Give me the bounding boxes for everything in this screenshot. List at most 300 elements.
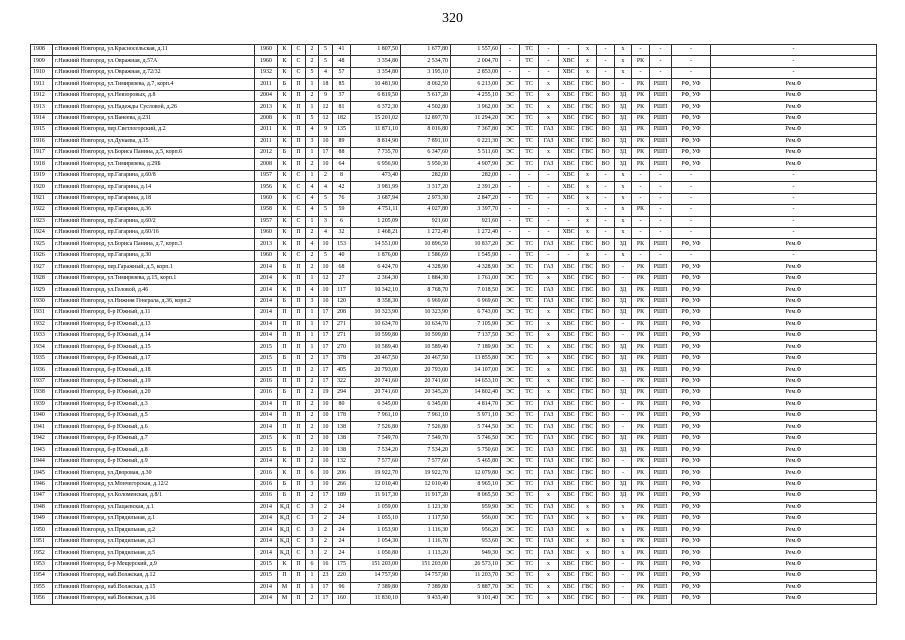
cell-garbage-chute: х xyxy=(615,170,632,181)
cell-ventilation: РШП xyxy=(650,353,672,364)
cell-floors: 10 xyxy=(319,159,333,170)
cell-build-year: 2014 xyxy=(255,330,278,341)
cell-ventilation: РШП xyxy=(650,411,672,422)
cell-apartments: 8 xyxy=(333,170,351,181)
cell-roof-facade: РФ, УФ xyxy=(672,468,711,479)
cell-wall-type: К,Д xyxy=(278,536,292,547)
cell-roof-facade: РФ, УФ xyxy=(672,445,711,456)
cell-address: г.Нижний Новгород, б-р Южный, д.19 xyxy=(53,376,255,387)
cell-total-area: 3 687,94 xyxy=(351,193,401,204)
cell-repair-fund: Рем.Ф xyxy=(711,296,877,307)
cell-floors: 2 xyxy=(319,525,333,536)
cell-wall-type: К,Д xyxy=(278,525,292,536)
cell-heating: - xyxy=(520,228,539,239)
cell-heating: ТС xyxy=(520,559,539,570)
cell-roof-facade: РФ, УФ xyxy=(672,388,711,399)
cell-heating: ТС xyxy=(520,388,539,399)
cell-wall-type: К,Д xyxy=(278,502,292,513)
cell-residential-area: 8 768,70 xyxy=(401,285,451,296)
cell-power-supply: ЭС xyxy=(501,102,520,113)
cell-repair-fund: Рем.Ф xyxy=(711,147,877,158)
cell-heating: ТС xyxy=(520,308,539,319)
cell-heating: ТС xyxy=(520,262,539,273)
cell-row-number: 1943 xyxy=(31,445,53,456)
cell-total-area: 7 577,60 xyxy=(351,456,401,467)
cell-ventilation: РШП xyxy=(650,468,672,479)
cell-row-number: 1926 xyxy=(31,250,53,261)
cell-category: П xyxy=(292,422,306,433)
cell-gas: х xyxy=(539,330,559,341)
cell-gas: х xyxy=(539,273,559,284)
cell-garbage-chute: х xyxy=(615,228,632,239)
cell-build-year: 2014 xyxy=(255,285,278,296)
table-row xyxy=(31,388,877,399)
cell-utility-metering: РК xyxy=(632,273,650,284)
cell-address: г.Нижний Новгород, ул.Пацаевская, д.1 xyxy=(53,502,255,513)
cell-power-supply: - xyxy=(501,67,520,78)
cell-build-year: 2015 xyxy=(255,559,278,570)
cell-garbage-chute: ЗД xyxy=(615,308,632,319)
cell-area-living: 5 744,50 xyxy=(451,422,501,433)
cell-gas: х xyxy=(539,388,559,399)
cell-entrances: 3 xyxy=(306,525,319,536)
cell-hot-water: ГВС xyxy=(579,468,597,479)
cell-heating: ТС xyxy=(520,147,539,158)
cell-garbage-chute: - xyxy=(615,559,632,570)
cell-roof-facade: - xyxy=(672,250,711,261)
cell-apartments: 138 xyxy=(333,445,351,456)
cell-floors: 5 xyxy=(319,193,333,204)
table-row xyxy=(31,399,877,410)
cell-area-living: 4 814,70 xyxy=(451,399,501,410)
cell-wall-type: К xyxy=(278,102,292,113)
cell-total-area: 10 589,40 xyxy=(351,342,401,353)
cell-utility-metering: РК xyxy=(632,296,650,307)
cell-apartments: 68 xyxy=(333,262,351,273)
cell-repair-fund: Рем.Ф xyxy=(711,159,877,170)
cell-category: П xyxy=(292,308,306,319)
cell-entrances: 2 xyxy=(306,262,319,273)
cell-wall-type: К xyxy=(278,159,292,170)
cell-apartments: 6 xyxy=(333,216,351,227)
cell-roof-facade: РФ, УФ xyxy=(672,273,711,284)
cell-hot-water: ГВС xyxy=(579,479,597,490)
cell-address: г.Нижний Новгород, б-р Южный, д.5 xyxy=(53,411,255,422)
cell-utility-metering: РК xyxy=(632,239,650,250)
cell-residential-area: 10 589,40 xyxy=(401,342,451,353)
cell-entrances: 6 xyxy=(306,468,319,479)
cell-cold-water: ХВС xyxy=(559,308,579,319)
cell-gas: - xyxy=(539,250,559,261)
cell-address: г.Нижний Новгород, ул.Дворовая, д.30 xyxy=(53,468,255,479)
cell-floors: 12 xyxy=(319,113,333,124)
cell-build-year: 2014 xyxy=(255,319,278,330)
cell-build-year: 2015 xyxy=(255,353,278,364)
cell-floors: 9 xyxy=(319,125,333,136)
cell-row-number: 1917 xyxy=(31,147,53,158)
cell-entrances: 2 xyxy=(306,376,319,387)
cell-entrances: 2 xyxy=(306,365,319,376)
cell-hot-water: ГВС xyxy=(579,330,597,341)
cell-heating: ТС xyxy=(520,296,539,307)
cell-apartments: 48 xyxy=(333,56,351,67)
cell-area-living: 5 971,10 xyxy=(451,411,501,422)
cell-utility-metering: РК xyxy=(632,422,650,433)
cell-apartments: 32 xyxy=(333,228,351,239)
cell-area-living: 7 367,80 xyxy=(451,125,501,136)
cell-sewage: ВО xyxy=(597,308,615,319)
cell-entrances: 2 xyxy=(306,411,319,422)
cell-area-living: 5 750,60 xyxy=(451,445,501,456)
cell-apartments: 81 xyxy=(333,102,351,113)
cell-roof-facade: - xyxy=(672,56,711,67)
cell-row-number: 1945 xyxy=(31,468,53,479)
cell-ventilation: РШП xyxy=(650,559,672,570)
cell-power-supply: ЭС xyxy=(501,411,520,422)
cell-apartments: 270 xyxy=(333,342,351,353)
cell-roof-facade: РФ, УФ xyxy=(672,319,711,330)
cell-hot-water: ГВС xyxy=(579,159,597,170)
cell-garbage-chute: ЗД xyxy=(615,136,632,147)
cell-power-supply: ЭС xyxy=(501,491,520,502)
cell-row-number: 1949 xyxy=(31,513,53,524)
cell-repair-fund: Рем.Ф xyxy=(711,468,877,479)
cell-wall-type: К xyxy=(278,559,292,570)
cell-wall-type: К,Д xyxy=(278,513,292,524)
cell-apartments: 160 xyxy=(333,594,351,605)
cell-ventilation: РШП xyxy=(650,125,672,136)
table-row xyxy=(31,67,877,78)
cell-ventilation: РШП xyxy=(650,548,672,559)
cell-total-area: 7 526,80 xyxy=(351,422,401,433)
cell-roof-facade: РФ, УФ xyxy=(672,376,711,387)
cell-floors: 17 xyxy=(319,353,333,364)
cell-cold-water: ХВС xyxy=(559,376,579,387)
cell-apartments: 135 xyxy=(333,125,351,136)
cell-area-living: 959,90 xyxy=(451,502,501,513)
cell-entrances: 1 xyxy=(306,273,319,284)
cell-category: П xyxy=(292,479,306,490)
cell-roof-facade: РФ, УФ xyxy=(672,433,711,444)
cell-gas: ГАЗ xyxy=(539,525,559,536)
cell-category: С xyxy=(292,170,306,181)
cell-ventilation: - xyxy=(650,228,672,239)
cell-apartments: 24 xyxy=(333,536,351,547)
cell-total-area: 1 876,00 xyxy=(351,250,401,261)
cell-row-number: 1955 xyxy=(31,582,53,593)
cell-area-living: 2 004,70 xyxy=(451,56,501,67)
cell-address: г.Нижний Новгород, ул.Ванеева, д.231 xyxy=(53,113,255,124)
cell-address: г.Нижний Новгород, б-р Южный, д.18 xyxy=(53,365,255,376)
table-row xyxy=(31,411,877,422)
cell-floors: 5 xyxy=(319,250,333,261)
cell-garbage-chute: - xyxy=(615,319,632,330)
cell-power-supply: ЭС xyxy=(501,468,520,479)
cell-residential-area: 151 203,00 xyxy=(401,559,451,570)
cell-garbage-chute: ЗД xyxy=(615,491,632,502)
cell-entrances: 4 xyxy=(306,193,319,204)
cell-row-number: 1934 xyxy=(31,342,53,353)
cell-cold-water: ХВС xyxy=(559,502,579,513)
table-row xyxy=(31,285,877,296)
cell-wall-type: М xyxy=(278,582,292,593)
cell-utility-metering: - xyxy=(632,170,650,181)
cell-heating: ТС xyxy=(520,571,539,582)
cell-address: г.Нижний Новгород, ул.Геловой, д.46 xyxy=(53,285,255,296)
cell-heating: ТС xyxy=(520,445,539,456)
cell-total-area: 14 551,00 xyxy=(351,239,401,250)
cell-entrances: 2 xyxy=(306,250,319,261)
cell-apartments: 57 xyxy=(333,67,351,78)
cell-area-living: 14 802,40 xyxy=(451,388,501,399)
cell-repair-fund: Рем.Ф xyxy=(711,594,877,605)
cell-power-supply: ЭС xyxy=(501,548,520,559)
cell-address: г.Нижний Новгород, наб.Волжская, д.15 xyxy=(53,582,255,593)
cell-repair-fund: - xyxy=(711,193,877,204)
cell-total-area: 10 599,80 xyxy=(351,330,401,341)
cell-hot-water: ГВС xyxy=(579,388,597,399)
cell-category: П xyxy=(292,147,306,158)
cell-build-year: 1960 xyxy=(255,228,278,239)
cell-gas: х xyxy=(539,582,559,593)
cell-sewage: ВО xyxy=(597,559,615,570)
cell-utility-metering: РК xyxy=(632,319,650,330)
cell-gas: - xyxy=(539,67,559,78)
cell-gas: х xyxy=(539,353,559,364)
cell-residential-area: 10 634,70 xyxy=(401,319,451,330)
cell-garbage-chute: х xyxy=(615,536,632,547)
cell-total-area: 6 956,90 xyxy=(351,159,401,170)
cell-utility-metering: РК xyxy=(632,353,650,364)
cell-entrances: 4 xyxy=(306,239,319,250)
cell-build-year: 2015 xyxy=(255,342,278,353)
cell-category: П xyxy=(292,330,306,341)
cell-repair-fund: Рем.Ф xyxy=(711,491,877,502)
cell-power-supply: - xyxy=(501,228,520,239)
cell-roof-facade: РФ, УФ xyxy=(672,342,711,353)
cell-power-supply: ЭС xyxy=(501,445,520,456)
cell-garbage-chute: х xyxy=(615,45,632,56)
cell-hot-water: ГВС xyxy=(579,422,597,433)
cell-area-living: 9 101,40 xyxy=(451,594,501,605)
cell-cold-water: ХВС xyxy=(559,262,579,273)
cell-area-living: 11 203,70 xyxy=(451,571,501,582)
cell-category: С xyxy=(292,182,306,193)
cell-apartments: 40 xyxy=(333,250,351,261)
cell-build-year: 2014 xyxy=(255,582,278,593)
cell-garbage-chute: - xyxy=(615,79,632,90)
cell-hot-water: ГВС xyxy=(579,262,597,273)
cell-floors: 17 xyxy=(319,491,333,502)
cell-apartments: 117 xyxy=(333,285,351,296)
cell-sewage: ВО xyxy=(597,125,615,136)
cell-garbage-chute: - xyxy=(615,468,632,479)
cell-gas: ГАЗ xyxy=(539,411,559,422)
cell-heating: - xyxy=(520,67,539,78)
cell-entrances: 1 xyxy=(306,308,319,319)
cell-build-year: 2004 xyxy=(255,90,278,101)
table-row xyxy=(31,479,877,490)
cell-total-area: 19 922,70 xyxy=(351,468,401,479)
cell-build-year: 2011 xyxy=(255,125,278,136)
cell-heating: ТС xyxy=(520,513,539,524)
cell-address: г.Нижний Новгород, пер.Светлогорский, д.2 xyxy=(53,125,255,136)
cell-apartments: 266 xyxy=(333,479,351,490)
cell-heating: ТС xyxy=(520,319,539,330)
cell-sewage: ВО xyxy=(597,433,615,444)
cell-gas: ГАЗ xyxy=(539,468,559,479)
cell-gas: х xyxy=(539,113,559,124)
cell-floors: 18 xyxy=(319,79,333,90)
cell-utility-metering: РК xyxy=(632,513,650,524)
cell-hot-water: ГВС xyxy=(579,445,597,456)
cell-sewage: ВО xyxy=(597,376,615,387)
cell-wall-type: Б xyxy=(278,479,292,490)
cell-entrances: 2 xyxy=(306,445,319,456)
cell-sewage: ВО xyxy=(597,525,615,536)
cell-hot-water: х xyxy=(579,67,597,78)
cell-hot-water: ГВС xyxy=(579,376,597,387)
cell-cold-water: ХВС xyxy=(559,79,579,90)
cell-cold-water: ХВС xyxy=(559,170,579,181)
cell-heating: ТС xyxy=(520,353,539,364)
cell-apartments: 178 xyxy=(333,411,351,422)
table-row xyxy=(31,456,877,467)
cell-address: г.Нижний Новгород, ул.Нижняя Генерала, д.36, корп.2 xyxy=(53,296,255,307)
cell-sewage: ВО xyxy=(597,502,615,513)
cell-utility-metering: РК xyxy=(632,79,650,90)
cell-roof-facade: РФ, УФ xyxy=(672,491,711,502)
cell-roof-facade: РФ, УФ xyxy=(672,353,711,364)
cell-row-number: 1920 xyxy=(31,182,53,193)
cell-sewage: ВО xyxy=(597,296,615,307)
table-row xyxy=(31,422,877,433)
table-row xyxy=(31,102,877,113)
cell-roof-facade: РФ, УФ xyxy=(672,239,711,250)
cell-address: г.Нижний Новгород, пр.Гагарина, д.14 xyxy=(53,182,255,193)
cell-build-year: 1960 xyxy=(255,193,278,204)
cell-address: г.Нижний Новгород, ул.Прядильная, д.3 xyxy=(53,536,255,547)
cell-repair-fund: - xyxy=(711,182,877,193)
cell-total-area: 6 819,50 xyxy=(351,90,401,101)
cell-garbage-chute: ЗД xyxy=(615,479,632,490)
cell-cold-water: ХВС xyxy=(559,330,579,341)
cell-ventilation: РШП xyxy=(650,399,672,410)
cell-entrances: 2 xyxy=(306,159,319,170)
cell-heating: ТС xyxy=(520,193,539,204)
cell-residential-area: 921,60 xyxy=(401,216,451,227)
cell-category: П xyxy=(292,365,306,376)
table-row xyxy=(31,216,877,227)
cell-hot-water: х xyxy=(579,536,597,547)
cell-power-supply: ЭС xyxy=(501,376,520,387)
cell-garbage-chute: - xyxy=(615,376,632,387)
cell-repair-fund: Рем.Ф xyxy=(711,262,877,273)
cell-floors: 3 xyxy=(319,216,333,227)
cell-total-area: 4 751,11 xyxy=(351,205,401,216)
cell-total-area: 7 534,20 xyxy=(351,445,401,456)
cell-area-living: 4 255,10 xyxy=(451,90,501,101)
cell-roof-facade: РФ, УФ xyxy=(672,113,711,124)
cell-apartments: 138 xyxy=(333,433,351,444)
cell-row-number: 1913 xyxy=(31,102,53,113)
cell-row-number: 1952 xyxy=(31,548,53,559)
cell-roof-facade: РФ, УФ xyxy=(672,399,711,410)
cell-wall-type: П xyxy=(278,399,292,410)
cell-sewage: ВО xyxy=(597,147,615,158)
cell-hot-water: х xyxy=(579,182,597,193)
cell-heating: ТС xyxy=(520,216,539,227)
cell-repair-fund: Рем.Ф xyxy=(711,330,877,341)
cell-garbage-chute: ЗД xyxy=(615,125,632,136)
cell-row-number: 1922 xyxy=(31,205,53,216)
cell-residential-area: 14 757,90 xyxy=(401,571,451,582)
cell-apartments: 64 xyxy=(333,159,351,170)
cell-cold-water: ХВС xyxy=(559,239,579,250)
cell-heating: ТС xyxy=(520,342,539,353)
cell-entrances: 5 xyxy=(306,113,319,124)
cell-utility-metering: - xyxy=(632,45,650,56)
cell-roof-facade: РФ, УФ xyxy=(672,102,711,113)
cell-wall-type: К xyxy=(278,136,292,147)
cell-total-area: 12 010,40 xyxy=(351,479,401,490)
cell-wall-type: Б xyxy=(278,79,292,90)
cell-wall-type: К xyxy=(278,468,292,479)
cell-apartments: 138 xyxy=(333,422,351,433)
cell-repair-fund: Рем.Ф xyxy=(711,376,877,387)
table-row xyxy=(31,159,877,170)
cell-repair-fund: - xyxy=(711,205,877,216)
cell-entrances: 1 xyxy=(306,342,319,353)
cell-sewage: ВО xyxy=(597,330,615,341)
cell-utility-metering: РК xyxy=(632,433,650,444)
cell-floors: 17 xyxy=(319,365,333,376)
cell-gas: - xyxy=(539,45,559,56)
cell-residential-area: 10 323,90 xyxy=(401,308,451,319)
cell-hot-water: ГВС xyxy=(579,559,597,570)
cell-area-living: 2 847,20 xyxy=(451,193,501,204)
cell-apartments: 182 xyxy=(333,113,351,124)
cell-heating: - xyxy=(520,205,539,216)
table-row xyxy=(31,205,877,216)
cell-repair-fund: Рем.Ф xyxy=(711,319,877,330)
cell-entrances: 1 xyxy=(306,170,319,181)
cell-gas: ГАЗ xyxy=(539,136,559,147)
cell-entrances: 1 xyxy=(306,571,319,582)
cell-cold-water: ХВС xyxy=(559,102,579,113)
cell-repair-fund: Рем.Ф xyxy=(711,102,877,113)
cell-heating: ТС xyxy=(520,330,539,341)
cell-gas: - xyxy=(539,182,559,193)
cell-repair-fund: Рем.Ф xyxy=(711,285,877,296)
cell-area-living: 4 907,90 xyxy=(451,159,501,170)
cell-power-supply: - xyxy=(501,45,520,56)
cell-residential-area: 12 010,40 xyxy=(401,479,451,490)
cell-address: г.Нижний Новгород, б-р Южный, д.3 xyxy=(53,399,255,410)
cell-roof-facade: - xyxy=(672,45,711,56)
cell-wall-type: П xyxy=(278,330,292,341)
cell-gas: ГАЗ xyxy=(539,536,559,547)
cell-sewage: ВО xyxy=(597,365,615,376)
table-row xyxy=(31,136,877,147)
cell-row-number: 1916 xyxy=(31,136,53,147)
cell-total-area: 10 323,90 xyxy=(351,308,401,319)
cell-garbage-chute: х xyxy=(615,67,632,78)
cell-category: П xyxy=(292,445,306,456)
cell-category: С xyxy=(292,205,306,216)
cell-sewage: ВО xyxy=(597,548,615,559)
cell-garbage-chute: - xyxy=(615,411,632,422)
